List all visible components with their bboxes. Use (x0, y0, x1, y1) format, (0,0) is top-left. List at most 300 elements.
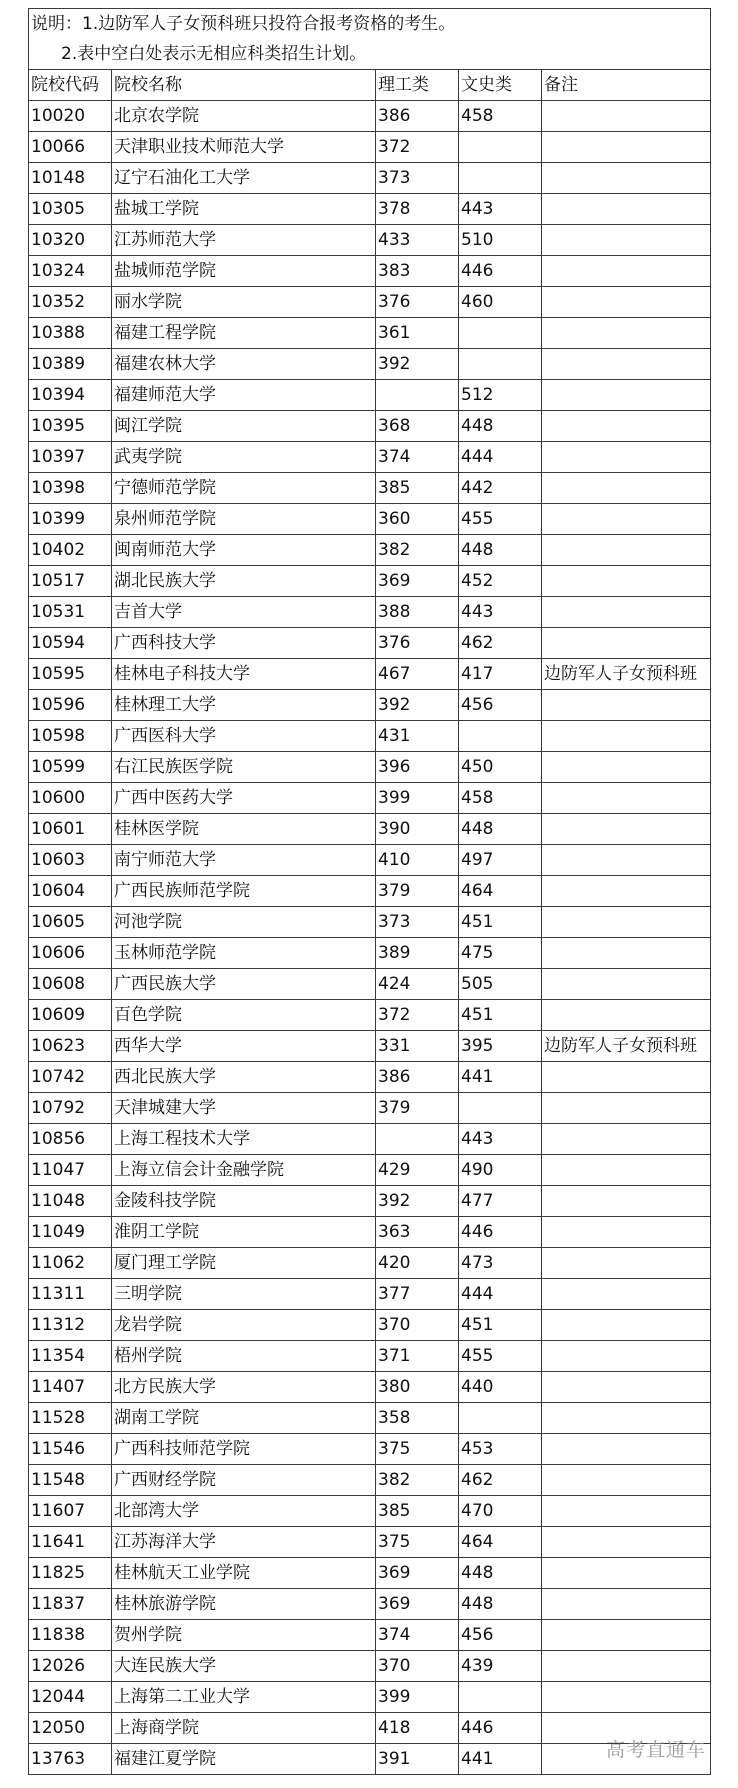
cell-school-name: 泉州师范学院 (112, 504, 376, 535)
cell-school-code: 10605 (29, 907, 112, 938)
cell-arts-score: 395 (459, 1031, 542, 1062)
table-row (29, 1465, 711, 1496)
cell-school-name: 淮阴工学院 (112, 1217, 376, 1248)
cell-school-name: 上海第二工业大学 (112, 1682, 376, 1713)
cell-remarks (542, 721, 711, 752)
cell-arts-score: 460 (459, 287, 542, 318)
cell-school-code: 10402 (29, 535, 112, 566)
cell-science-score: 373 (376, 163, 459, 194)
header-school-name: 院校名称 (112, 70, 376, 101)
cell-science-score: 389 (376, 938, 459, 969)
cell-school-code: 10066 (29, 132, 112, 163)
cell-remarks (542, 1279, 711, 1310)
cell-science-score (376, 380, 459, 411)
cell-science-score: 331 (376, 1031, 459, 1062)
cell-arts-score: 477 (459, 1186, 542, 1217)
table-row (29, 1310, 711, 1341)
cell-arts-score: 512 (459, 380, 542, 411)
cell-school-name: 盐城师范学院 (112, 256, 376, 287)
cell-remarks (542, 1682, 711, 1713)
cell-school-name: 福建农林大学 (112, 349, 376, 380)
cell-school-name: 上海立信会计金融学院 (112, 1155, 376, 1186)
cell-science-score: 382 (376, 535, 459, 566)
cell-remarks (542, 814, 711, 845)
table-row (29, 535, 711, 566)
cell-science-score: 379 (376, 876, 459, 907)
table-row (29, 876, 711, 907)
cell-school-name: 南宁师范大学 (112, 845, 376, 876)
cell-arts-score: 458 (459, 783, 542, 814)
cell-school-name: 盐城工学院 (112, 194, 376, 225)
cell-school-name: 丽水学院 (112, 287, 376, 318)
cell-school-code: 11528 (29, 1403, 112, 1434)
cell-remarks (542, 380, 711, 411)
cell-school-name: 广西财经学院 (112, 1465, 376, 1496)
cell-school-name: 玉林师范学院 (112, 938, 376, 969)
cell-arts-score: 458 (459, 101, 542, 132)
cell-arts-score (459, 1682, 542, 1713)
cell-school-code: 11546 (29, 1434, 112, 1465)
table-row (29, 132, 711, 163)
cell-science-score: 467 (376, 659, 459, 690)
cell-remarks (542, 132, 711, 163)
cell-school-name: 广西民族师范学院 (112, 876, 376, 907)
table-row (29, 473, 711, 504)
cell-arts-score: 451 (459, 1000, 542, 1031)
header-science-score: 理工类 (376, 70, 459, 101)
cell-arts-score: 462 (459, 628, 542, 659)
cell-school-name: 河池学院 (112, 907, 376, 938)
table-row (29, 1248, 711, 1279)
cell-science-score: 379 (376, 1093, 459, 1124)
cell-science-score: 410 (376, 845, 459, 876)
cell-school-code: 10397 (29, 442, 112, 473)
table-row (29, 783, 711, 814)
cell-school-name: 福建江夏学院 (112, 1744, 376, 1775)
cell-school-code: 10517 (29, 566, 112, 597)
table-row (29, 256, 711, 287)
cell-school-code: 11354 (29, 1341, 112, 1372)
cell-school-code: 10604 (29, 876, 112, 907)
cell-science-score: 386 (376, 101, 459, 132)
table-row (29, 287, 711, 318)
cell-remarks (542, 1434, 711, 1465)
table-row (29, 380, 711, 411)
cell-remarks (542, 163, 711, 194)
cell-arts-score: 444 (459, 442, 542, 473)
cell-remarks (542, 566, 711, 597)
cell-science-score: 380 (376, 1372, 459, 1403)
cell-school-code: 10856 (29, 1124, 112, 1155)
cell-science-score: 431 (376, 721, 459, 752)
cell-remarks (542, 318, 711, 349)
cell-arts-score: 456 (459, 690, 542, 721)
table-row (29, 442, 711, 473)
cell-school-code: 11825 (29, 1558, 112, 1589)
cell-school-code: 10398 (29, 473, 112, 504)
note-line-2: 2.表中空白处表示无相应科类招生计划。 (29, 39, 711, 70)
cell-science-score: 376 (376, 287, 459, 318)
cell-science-score: 385 (376, 473, 459, 504)
cell-arts-score: 443 (459, 597, 542, 628)
cell-remarks (542, 752, 711, 783)
cell-school-name: 江苏海洋大学 (112, 1527, 376, 1558)
cell-school-name: 吉首大学 (112, 597, 376, 628)
cell-arts-score: 443 (459, 194, 542, 225)
table-row (29, 194, 711, 225)
cell-school-code: 11838 (29, 1620, 112, 1651)
cell-school-code: 10389 (29, 349, 112, 380)
cell-school-code: 11311 (29, 1279, 112, 1310)
cell-school-code: 11049 (29, 1217, 112, 1248)
cell-arts-score: 456 (459, 1620, 542, 1651)
cell-school-name: 右江民族医学院 (112, 752, 376, 783)
cell-science-score: 374 (376, 442, 459, 473)
cell-science-score: 360 (376, 504, 459, 535)
cell-remarks (542, 1589, 711, 1620)
table-row (29, 814, 711, 845)
cell-arts-score: 455 (459, 1341, 542, 1372)
cell-school-name: 闽江学院 (112, 411, 376, 442)
cell-school-code: 11641 (29, 1527, 112, 1558)
cell-arts-score: 441 (459, 1062, 542, 1093)
cell-remarks (542, 1527, 711, 1558)
cell-science-score: 368 (376, 411, 459, 442)
cell-school-name: 福建工程学院 (112, 318, 376, 349)
cell-remarks (542, 442, 711, 473)
cell-arts-score: 448 (459, 411, 542, 442)
cell-science-score: 429 (376, 1155, 459, 1186)
cell-science-score: 424 (376, 969, 459, 1000)
cell-school-name: 福建师范大学 (112, 380, 376, 411)
cell-remarks (542, 1620, 711, 1651)
cell-school-name: 桂林航天工业学院 (112, 1558, 376, 1589)
table-row (29, 101, 711, 132)
cell-science-score: 370 (376, 1310, 459, 1341)
cell-science-score: 377 (376, 1279, 459, 1310)
cell-arts-score: 443 (459, 1124, 542, 1155)
cell-science-score: 375 (376, 1527, 459, 1558)
cell-school-code: 12026 (29, 1651, 112, 1682)
table-row (29, 163, 711, 194)
cell-science-score: 361 (376, 318, 459, 349)
cell-science-score: 370 (376, 1651, 459, 1682)
cell-arts-score: 440 (459, 1372, 542, 1403)
cell-school-name: 桂林理工大学 (112, 690, 376, 721)
cell-arts-score: 417 (459, 659, 542, 690)
cell-remarks (542, 938, 711, 969)
cell-science-score: 372 (376, 132, 459, 163)
cell-arts-score: 505 (459, 969, 542, 1000)
table-row (29, 1496, 711, 1527)
cell-science-score: 396 (376, 752, 459, 783)
cell-arts-score: 452 (459, 566, 542, 597)
cell-science-score: 363 (376, 1217, 459, 1248)
table-row (29, 411, 711, 442)
cell-school-name: 西华大学 (112, 1031, 376, 1062)
cell-remarks (542, 1496, 711, 1527)
cell-school-code: 10395 (29, 411, 112, 442)
cell-science-score: 386 (376, 1062, 459, 1093)
header-remarks: 备注 (542, 70, 711, 101)
table-row (29, 721, 711, 752)
cell-school-name: 江苏师范大学 (112, 225, 376, 256)
cell-arts-score (459, 349, 542, 380)
cell-school-code: 10399 (29, 504, 112, 535)
table-row (29, 1000, 711, 1031)
cell-school-name: 湖南工学院 (112, 1403, 376, 1434)
cell-school-code: 10600 (29, 783, 112, 814)
cell-science-score: 390 (376, 814, 459, 845)
cell-school-code: 10606 (29, 938, 112, 969)
cell-school-code: 10609 (29, 1000, 112, 1031)
cell-school-name: 湖北民族大学 (112, 566, 376, 597)
table-row (29, 1155, 711, 1186)
cell-school-name: 龙岩学院 (112, 1310, 376, 1341)
cell-school-code: 10599 (29, 752, 112, 783)
cell-school-code: 10792 (29, 1093, 112, 1124)
cell-remarks (542, 194, 711, 225)
cell-school-name: 梧州学院 (112, 1341, 376, 1372)
table-row (29, 1279, 711, 1310)
cell-remarks (542, 411, 711, 442)
cell-arts-score: 446 (459, 1217, 542, 1248)
table-row (29, 1093, 711, 1124)
cell-school-name: 厦门理工学院 (112, 1248, 376, 1279)
cell-science-score: 376 (376, 628, 459, 659)
table-row (29, 504, 711, 535)
table-row (29, 1403, 711, 1434)
cell-remarks (542, 1062, 711, 1093)
cell-school-code: 10020 (29, 101, 112, 132)
cell-remarks (542, 907, 711, 938)
table-row (29, 690, 711, 721)
table-row (29, 1589, 711, 1620)
cell-school-name: 广西医科大学 (112, 721, 376, 752)
cell-science-score: 383 (376, 256, 459, 287)
cell-school-code: 10623 (29, 1031, 112, 1062)
cell-arts-score: 464 (459, 1527, 542, 1558)
table-row (29, 1620, 711, 1651)
cell-arts-score: 470 (459, 1496, 542, 1527)
cell-school-code: 12050 (29, 1713, 112, 1744)
cell-science-score: 382 (376, 1465, 459, 1496)
cell-remarks (542, 1558, 711, 1589)
cell-arts-score: 464 (459, 876, 542, 907)
cell-school-code: 13763 (29, 1744, 112, 1775)
cell-school-name: 闽南师范大学 (112, 535, 376, 566)
cell-school-name: 北方民族大学 (112, 1372, 376, 1403)
cell-arts-score: 473 (459, 1248, 542, 1279)
cell-arts-score (459, 721, 542, 752)
cell-remarks (542, 1403, 711, 1434)
table-row (29, 1217, 711, 1248)
cell-school-code: 10531 (29, 597, 112, 628)
cell-science-score: 371 (376, 1341, 459, 1372)
cell-school-code: 11837 (29, 1589, 112, 1620)
cell-school-name: 上海商学院 (112, 1713, 376, 1744)
cell-science-score: 385 (376, 1496, 459, 1527)
cell-remarks (542, 597, 711, 628)
cell-science-score: 369 (376, 1558, 459, 1589)
cell-arts-score: 444 (459, 1279, 542, 1310)
cell-science-score: 420 (376, 1248, 459, 1279)
cell-arts-score: 497 (459, 845, 542, 876)
cell-remarks (542, 1093, 711, 1124)
header-school-code: 院校代码 (29, 70, 112, 101)
cell-remarks (542, 1186, 711, 1217)
cell-arts-score (459, 132, 542, 163)
cell-school-name: 北京农学院 (112, 101, 376, 132)
cell-arts-score: 448 (459, 1589, 542, 1620)
cell-school-name: 桂林电子科技大学 (112, 659, 376, 690)
cell-science-score: 369 (376, 1589, 459, 1620)
cell-remarks (542, 690, 711, 721)
cell-school-code: 10608 (29, 969, 112, 1000)
table-row (29, 1372, 711, 1403)
cell-school-name: 桂林旅游学院 (112, 1589, 376, 1620)
cell-arts-score: 450 (459, 752, 542, 783)
cell-science-score: 388 (376, 597, 459, 628)
table-row (29, 225, 711, 256)
cell-remarks (542, 1310, 711, 1341)
cell-school-name: 大连民族大学 (112, 1651, 376, 1682)
cell-school-name: 广西科技大学 (112, 628, 376, 659)
cell-science-score: 358 (376, 1403, 459, 1434)
table-row (29, 1682, 711, 1713)
cell-school-code: 11062 (29, 1248, 112, 1279)
header-row (29, 70, 711, 101)
cell-science-score: 433 (376, 225, 459, 256)
cell-arts-score: 441 (459, 1744, 542, 1775)
cell-remarks (542, 101, 711, 132)
cell-school-name: 桂林医学院 (112, 814, 376, 845)
cell-science-score: 418 (376, 1713, 459, 1744)
table-row (29, 1434, 711, 1465)
table-row (29, 628, 711, 659)
cell-arts-score (459, 163, 542, 194)
table-row (29, 1186, 711, 1217)
cell-school-name: 天津城建大学 (112, 1093, 376, 1124)
note-line-1: 说明：1.边防军人子女预科班只投符合报考资格的考生。 (29, 9, 711, 40)
cell-school-name: 广西民族大学 (112, 969, 376, 1000)
cell-school-code: 10596 (29, 690, 112, 721)
cell-school-code: 10352 (29, 287, 112, 318)
watermark-text: 高考直通车 (605, 1739, 706, 1761)
cell-arts-score (459, 318, 542, 349)
cell-school-name: 辽宁石油化工大学 (112, 163, 376, 194)
cell-school-code: 11312 (29, 1310, 112, 1341)
table-row (29, 907, 711, 938)
cell-science-score: 374 (376, 1620, 459, 1651)
cell-remarks (542, 225, 711, 256)
cell-arts-score: 475 (459, 938, 542, 969)
cell-arts-score: 446 (459, 1713, 542, 1744)
cell-remarks (542, 1651, 711, 1682)
cell-arts-score: 448 (459, 1558, 542, 1589)
cell-school-name: 广西科技师范学院 (112, 1434, 376, 1465)
cell-remarks (542, 783, 711, 814)
cell-remarks (542, 876, 711, 907)
cell-arts-score: 439 (459, 1651, 542, 1682)
cell-remarks (542, 1248, 711, 1279)
cell-science-score (376, 1124, 459, 1155)
cell-school-name: 天津职业技术师范大学 (112, 132, 376, 163)
table-row (29, 597, 711, 628)
cell-science-score: 392 (376, 349, 459, 380)
cell-remarks (542, 287, 711, 318)
cell-school-code: 10388 (29, 318, 112, 349)
cell-school-code: 11607 (29, 1496, 112, 1527)
cell-science-score: 392 (376, 690, 459, 721)
table-row (29, 318, 711, 349)
cell-science-score: 375 (376, 1434, 459, 1465)
cell-school-name: 上海工程技术大学 (112, 1124, 376, 1155)
cell-school-code: 10324 (29, 256, 112, 287)
cell-remarks (542, 845, 711, 876)
table-row (29, 1341, 711, 1372)
cell-remarks (542, 969, 711, 1000)
cell-school-code: 11548 (29, 1465, 112, 1496)
cell-arts-score: 451 (459, 1310, 542, 1341)
cell-school-name: 宁德师范学院 (112, 473, 376, 504)
table-row (29, 969, 711, 1000)
table-row (29, 845, 711, 876)
cell-remarks (542, 1341, 711, 1372)
cell-arts-score: 453 (459, 1434, 542, 1465)
cell-remarks (542, 1155, 711, 1186)
cell-school-name: 贺州学院 (112, 1620, 376, 1651)
cell-remarks (542, 473, 711, 504)
cell-school-code: 11407 (29, 1372, 112, 1403)
cell-remarks (542, 535, 711, 566)
cell-arts-score (459, 1093, 542, 1124)
cell-school-name: 三明学院 (112, 1279, 376, 1310)
table-row (29, 659, 711, 690)
cell-remarks (542, 628, 711, 659)
cell-arts-score: 448 (459, 814, 542, 845)
cell-science-score: 391 (376, 1744, 459, 1775)
cell-school-code: 10598 (29, 721, 112, 752)
note-row-1 (29, 9, 711, 40)
cell-school-code: 10148 (29, 163, 112, 194)
cell-school-code: 12044 (29, 1682, 112, 1713)
cell-arts-score: 446 (459, 256, 542, 287)
cell-school-code: 10394 (29, 380, 112, 411)
table-row (29, 349, 711, 380)
cell-school-name: 百色学院 (112, 1000, 376, 1031)
cell-arts-score (459, 1403, 542, 1434)
cell-science-score: 372 (376, 1000, 459, 1031)
cell-school-code: 10320 (29, 225, 112, 256)
cell-remarks (542, 256, 711, 287)
cell-arts-score: 462 (459, 1465, 542, 1496)
table-row (29, 1031, 711, 1062)
cell-remarks (542, 1372, 711, 1403)
cell-remarks (542, 1124, 711, 1155)
header-arts-score: 文史类 (459, 70, 542, 101)
cell-school-code: 10601 (29, 814, 112, 845)
cell-science-score: 373 (376, 907, 459, 938)
note-row-2 (29, 39, 711, 70)
cell-science-score: 392 (376, 1186, 459, 1217)
cell-remarks (542, 349, 711, 380)
cell-arts-score: 442 (459, 473, 542, 504)
cell-school-code: 11048 (29, 1186, 112, 1217)
cell-science-score: 399 (376, 783, 459, 814)
cell-arts-score: 490 (459, 1155, 542, 1186)
cell-remarks (542, 504, 711, 535)
